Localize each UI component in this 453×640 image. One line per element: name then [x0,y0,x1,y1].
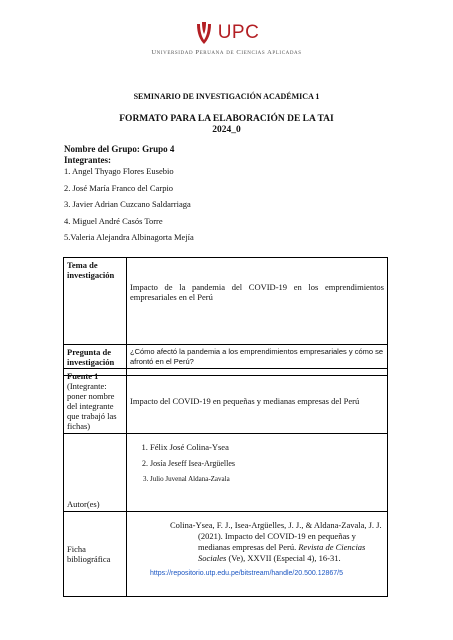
upc-emblem-icon [194,20,214,46]
list-item: 5.Valeria Alejandra Albinagorta Mejía [64,232,194,242]
logo-wordmark: UPC [217,22,260,43]
autores-label: Autor(es) [64,434,127,512]
table-row [64,512,388,597]
pregunta-label: Pregunta de investigación [64,345,127,376]
citation-cell [127,512,388,597]
citation-rest: (Ve), XXVII (Especial 4), 16-31. [226,553,341,563]
fuente-title: Impacto del COVID-19 en pequeñas y medianas empresas del Perú [127,369,388,434]
list-item: 3. Javier Adrian Cuzcano Saldarriaga [64,199,191,209]
list-item: 1. Félix José Colina-Ysea [150,442,384,452]
group-name: Nombre del Grupo: Grupo 4 [64,144,175,154]
fuente-label: Fuente 1 [67,371,99,381]
list-item: 2. Josía Jeseff Isea-Argüelles [150,459,384,468]
citation-text [130,520,384,564]
table-row [64,369,388,434]
source-link[interactable]: https://repositorio.utp.edu.pe/bitstream/handle/20.500.12867/5 [150,570,344,577]
authors-list [130,442,384,483]
ficha-label: Ficha bibliográfica [64,512,127,597]
document-title [0,114,453,136]
logo-subtitle: Universidad Peruana de Ciencias Aplicadas [151,49,302,56]
table-row [64,258,388,345]
tema-value: Impacto de la pandemia del COVID-19 en los emprendimientos empresariales en el Perú [127,258,388,345]
members-list [64,166,194,249]
source-table [63,368,388,597]
authors-cell [127,434,388,512]
pregunta-value: ¿Cómo afectó la pandemia a los emprendimientos empresariales y cómo se afrontó en el Perú? [127,345,388,376]
members-label: Integrantes: [64,155,111,165]
fuente-cell [64,369,127,434]
group-block [64,144,174,166]
list-item: 1. Angel Thyago Flores Eusebio [64,166,174,176]
title-line-2: 2024_0 [212,125,241,135]
citation-journal: Revista de Ciencias Sociales [198,542,366,563]
title-line-1: FORMATO PARA LA ELABORACIÓN DE LA TAI [119,114,334,124]
topic-table [63,257,388,376]
list-item: 4. Miguel André Casós Torre [64,215,163,226]
list-item: 2. José María Franco del Carpio [64,182,174,193]
citation-plain: Colina-Ysea, F. J., Isea-Argüelles, J. J., & Aldana-Zavala, J. J. (2021). Impacto del COVID-19 en pequeñas y medianas empresas del Perú. [170,520,382,552]
list-item: 3. Julio Juvenal Aldana-Zavala [150,475,384,483]
table-row [64,434,388,512]
seminar-heading: SEMINARIO DE INVESTIGACIÓN ACADÉMICA 1 [133,92,320,101]
university-logo [0,20,453,56]
tema-label: Tema de investigación [64,258,127,345]
fuente-note: (Integrante: poner nombre del integrante que trabajó las fichas) [67,381,117,431]
